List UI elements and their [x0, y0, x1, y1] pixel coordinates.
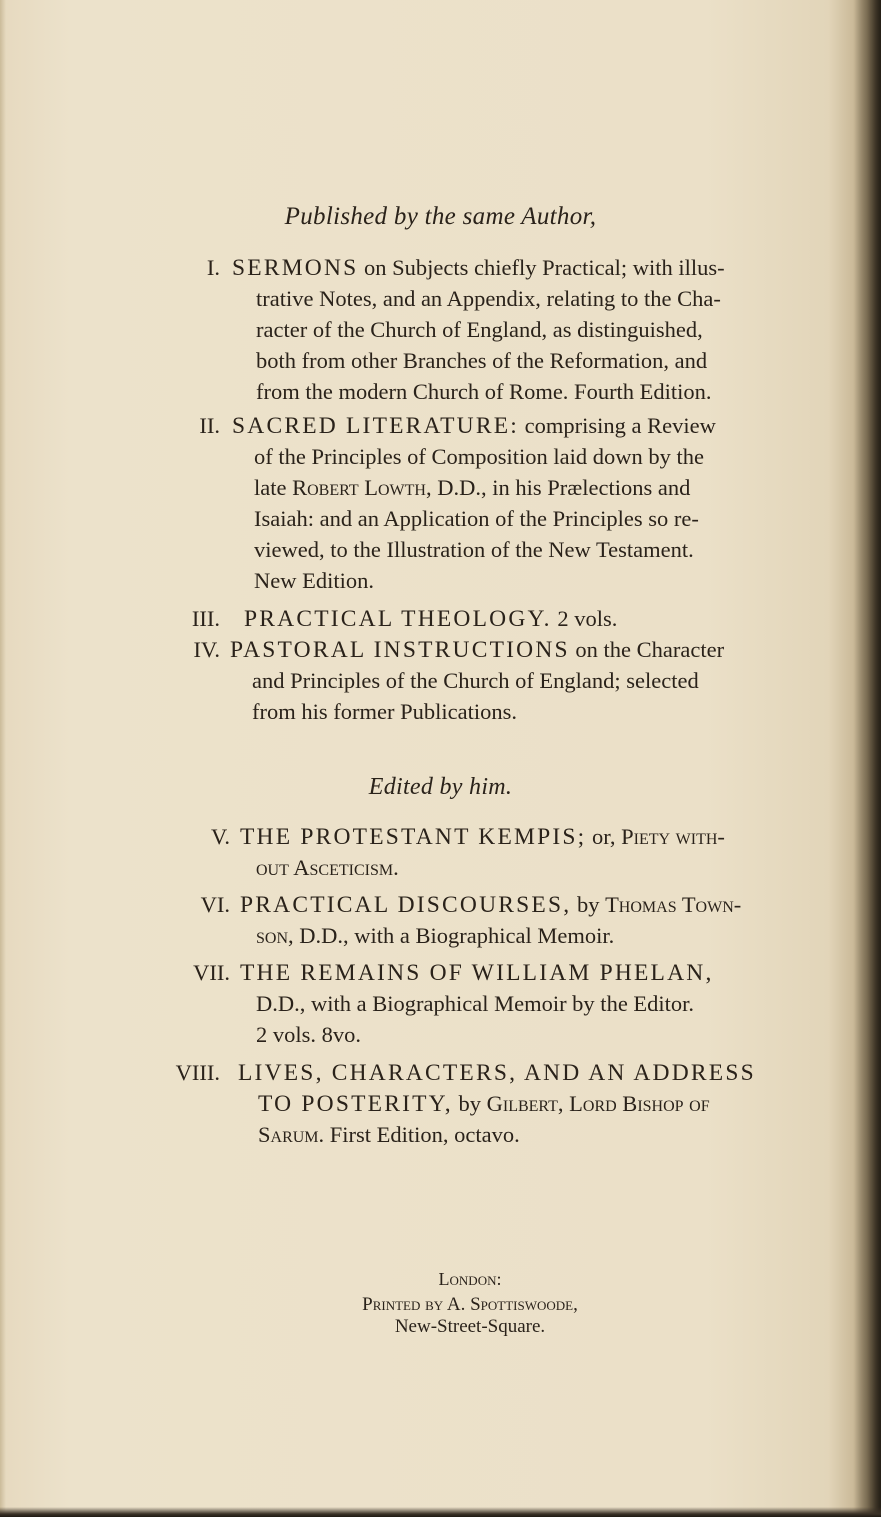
work-description: both from other Branches of the Reformation, and	[256, 348, 708, 373]
work-numeral: I.	[206, 255, 220, 280]
work-description: racter of the Church of England, as distinguished,	[256, 317, 703, 342]
work-line	[232, 410, 716, 442]
work-line	[256, 852, 399, 883]
work-description: Isaiah: and an Application of the Principles so re-	[254, 506, 699, 531]
work-line	[254, 503, 699, 534]
work-line	[252, 696, 517, 727]
work-line	[256, 988, 694, 1019]
work-numeral: II.	[199, 413, 220, 438]
work-description: on Subjects chiefly Practical; with illus-	[358, 255, 725, 280]
work-line	[240, 889, 741, 921]
work-name-smallcaps: Sarum	[258, 1122, 319, 1147]
work-line	[254, 472, 690, 503]
imprint-city: London:	[438, 1269, 502, 1289]
work-numeral: III.	[191, 606, 220, 631]
work-title: SERMONS	[232, 255, 359, 281]
work-description: of the Principles of Composition laid down by the	[254, 444, 704, 469]
work-description: by	[452, 1091, 487, 1116]
work-line	[238, 1057, 756, 1089]
work-description: 2 vols. 8vo.	[256, 1022, 362, 1047]
work-name-smallcaps: out Asceticism.	[256, 855, 399, 880]
work-description: by	[571, 892, 606, 917]
work-name-smallcaps: Piety with-	[621, 824, 725, 849]
work-title: THE PROTESTANT KEMPIS;	[240, 824, 587, 850]
work-line	[254, 441, 704, 472]
work-description: or,	[586, 824, 622, 849]
work-description: and Principles of the Church of England; selected	[252, 668, 699, 693]
work-line	[240, 957, 714, 989]
work-name-smallcaps: son	[256, 923, 289, 948]
work-numeral: VII.	[193, 960, 230, 985]
work-description: viewed, to the Illustration of the New Testament.	[254, 537, 694, 562]
work-line	[256, 1019, 361, 1050]
work-description: 2 vols.	[551, 606, 618, 631]
work-line	[240, 821, 725, 853]
work-title: PRACTICAL THEOLOGY.	[244, 606, 552, 632]
work-line	[256, 376, 712, 407]
work-numeral: VIII.	[175, 1060, 220, 1085]
work-title: SACRED LITERATURE:	[232, 413, 520, 439]
work-line	[252, 665, 699, 696]
work-line	[230, 634, 724, 666]
work-line	[256, 345, 707, 376]
work-line	[254, 565, 374, 596]
work-title: TO POSTERITY,	[258, 1091, 453, 1117]
work-description: on the Character	[569, 637, 725, 662]
work-line	[244, 603, 617, 635]
work-description: from the modern Church of Rome. Fourth Edition.	[256, 379, 712, 404]
work-name-smallcaps: Thomas Town-	[605, 892, 742, 917]
work-name-smallcaps: Robert Lowth	[292, 475, 426, 500]
work-numeral: VI.	[200, 892, 230, 917]
work-line	[256, 920, 614, 951]
work-line	[258, 1119, 520, 1150]
heading-published-by-author: Published by the same Author,	[284, 203, 597, 230]
work-line	[256, 283, 721, 314]
work-description: comprising a Review	[519, 413, 716, 438]
work-description: . First Edition, octavo.	[318, 1122, 520, 1147]
work-description: , D.D., with a Biographical Memoir.	[288, 923, 615, 948]
work-title: PRACTICAL DISCOURSES,	[240, 892, 572, 918]
imprint-printer: Printed by A. Spottiswoode,	[362, 1294, 578, 1315]
work-line	[258, 1088, 710, 1120]
work-description: from his former Publications.	[252, 699, 517, 724]
work-line	[232, 252, 725, 284]
work-title: PASTORAL INSTRUCTIONS	[230, 637, 570, 663]
page-bottom-edge	[0, 1507, 881, 1517]
work-description: late	[254, 475, 293, 500]
work-name-smallcaps: Gilbert, Lord Bishop of	[486, 1091, 710, 1116]
work-description: D.D., with a Biographical Memoir by the Editor.	[256, 991, 695, 1016]
work-numeral: IV.	[193, 637, 220, 662]
heading-edited-by-him: Edited by him.	[368, 774, 513, 800]
work-line	[256, 314, 703, 345]
work-description: trative Notes, and an Appendix, relating to the Cha-	[256, 286, 721, 311]
work-line	[254, 534, 694, 565]
work-numeral: V.	[211, 824, 230, 849]
work-description: New Edition.	[254, 568, 374, 593]
work-description: , D.D., in his Prælections and	[425, 475, 691, 500]
work-title: THE REMAINS OF WILLIAM PHELAN,	[240, 960, 714, 986]
imprint-address: New-Street-Square.	[394, 1316, 546, 1337]
work-title: LIVES, CHARACTERS, AND AN ADDRESS	[238, 1060, 756, 1086]
